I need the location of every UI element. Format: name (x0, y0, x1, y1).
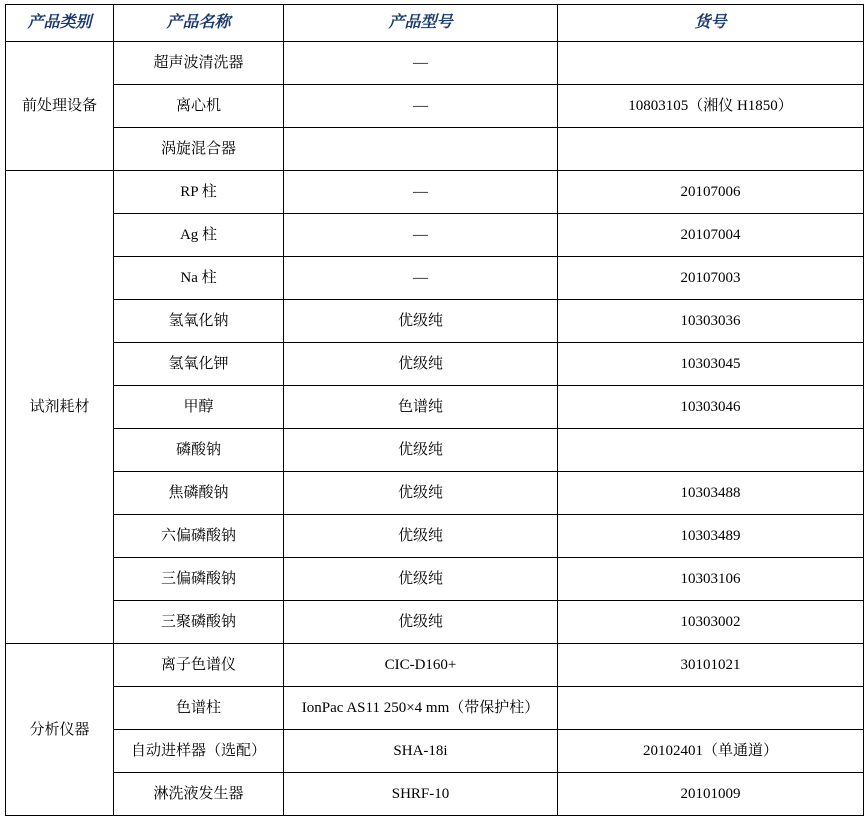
product-name-cell: Ag 柱 (114, 214, 284, 257)
table-row (6, 601, 864, 644)
table-row (6, 730, 864, 773)
product-model-cell: 优级纯 (284, 343, 558, 386)
product-name-cell: 自动进样器（选配） (114, 730, 284, 773)
product-model-cell: CIC-D160+ (284, 644, 558, 687)
table-row (6, 429, 864, 472)
product-code-cell (558, 429, 864, 472)
product-name-cell: 三聚磷酸钠 (114, 601, 284, 644)
product-code-cell: 20102401（单通道） (558, 730, 864, 773)
product-name-cell: 超声波清洗器 (114, 42, 284, 85)
product-name-cell: 磷酸钠 (114, 429, 284, 472)
table-row (6, 171, 864, 214)
product-code-cell: 20107003 (558, 257, 864, 300)
product-name-cell: 焦磷酸钠 (114, 472, 284, 515)
table-row (6, 644, 864, 687)
product-name-cell: 三偏磷酸钠 (114, 558, 284, 601)
product-code-cell: 20107004 (558, 214, 864, 257)
column-header-name: 产品名称 (114, 5, 284, 42)
product-model-cell: 优级纯 (284, 558, 558, 601)
product-code-cell: 20107006 (558, 171, 864, 214)
table-row (6, 300, 864, 343)
product-code-cell (558, 687, 864, 730)
table-row (6, 515, 864, 558)
product-code-cell: 20101009 (558, 773, 864, 816)
product-table (5, 4, 864, 816)
product-name-cell: 六偏磷酸钠 (114, 515, 284, 558)
product-name-cell: 涡旋混合器 (114, 128, 284, 171)
product-name-cell: 离心机 (114, 85, 284, 128)
table-row (6, 386, 864, 429)
product-code-cell: 10303036 (558, 300, 864, 343)
product-code-cell: 10303045 (558, 343, 864, 386)
product-model-cell: 优级纯 (284, 472, 558, 515)
table-row (6, 42, 864, 85)
table-row (6, 85, 864, 128)
product-code-cell: 10303002 (558, 601, 864, 644)
table-row (6, 343, 864, 386)
product-model-cell: 优级纯 (284, 300, 558, 343)
product-name-cell: 氢氧化钠 (114, 300, 284, 343)
product-code-cell (558, 128, 864, 171)
product-model-cell: IonPac AS11 250×4 mm（带保护柱） (284, 687, 558, 730)
column-header-code: 货号 (558, 5, 864, 42)
product-model-cell: — (284, 171, 558, 214)
product-code-cell: 10303489 (558, 515, 864, 558)
table-row (6, 214, 864, 257)
table-row (6, 472, 864, 515)
table-header-row (6, 5, 864, 42)
product-code-cell: 10803105（湘仪 H1850） (558, 85, 864, 128)
product-name-cell: 甲醇 (114, 386, 284, 429)
product-model-cell: 色谱纯 (284, 386, 558, 429)
category-cell: 前处理设备 (6, 42, 114, 171)
product-model-cell: — (284, 85, 558, 128)
product-model-cell: 优级纯 (284, 429, 558, 472)
product-name-cell: 离子色谱仪 (114, 644, 284, 687)
product-model-cell: — (284, 42, 558, 85)
product-model-cell: SHRF-10 (284, 773, 558, 816)
product-name-cell: 淋洗液发生器 (114, 773, 284, 816)
table-row (6, 687, 864, 730)
product-model-cell: — (284, 257, 558, 300)
product-code-cell: 10303488 (558, 472, 864, 515)
product-name-cell: RP 柱 (114, 171, 284, 214)
product-code-cell: 30101021 (558, 644, 864, 687)
product-model-cell: — (284, 214, 558, 257)
product-code-cell: 10303046 (558, 386, 864, 429)
product-name-cell: 色谱柱 (114, 687, 284, 730)
product-model-cell: 优级纯 (284, 601, 558, 644)
product-model-cell: 优级纯 (284, 515, 558, 558)
table-row (6, 257, 864, 300)
category-cell: 分析仪器 (6, 644, 114, 816)
table-row (6, 558, 864, 601)
product-code-cell (558, 42, 864, 85)
column-header-model: 产品型号 (284, 5, 558, 42)
table-row (6, 128, 864, 171)
product-model-cell: SHA-18i (284, 730, 558, 773)
product-name-cell: 氢氧化钾 (114, 343, 284, 386)
table-row (6, 773, 864, 816)
table-body (6, 42, 864, 816)
product-code-cell: 10303106 (558, 558, 864, 601)
product-name-cell: Na 柱 (114, 257, 284, 300)
table-header (6, 5, 864, 42)
category-cell: 试剂耗材 (6, 171, 114, 644)
product-model-cell (284, 128, 558, 171)
column-header-category: 产品类别 (6, 5, 114, 42)
